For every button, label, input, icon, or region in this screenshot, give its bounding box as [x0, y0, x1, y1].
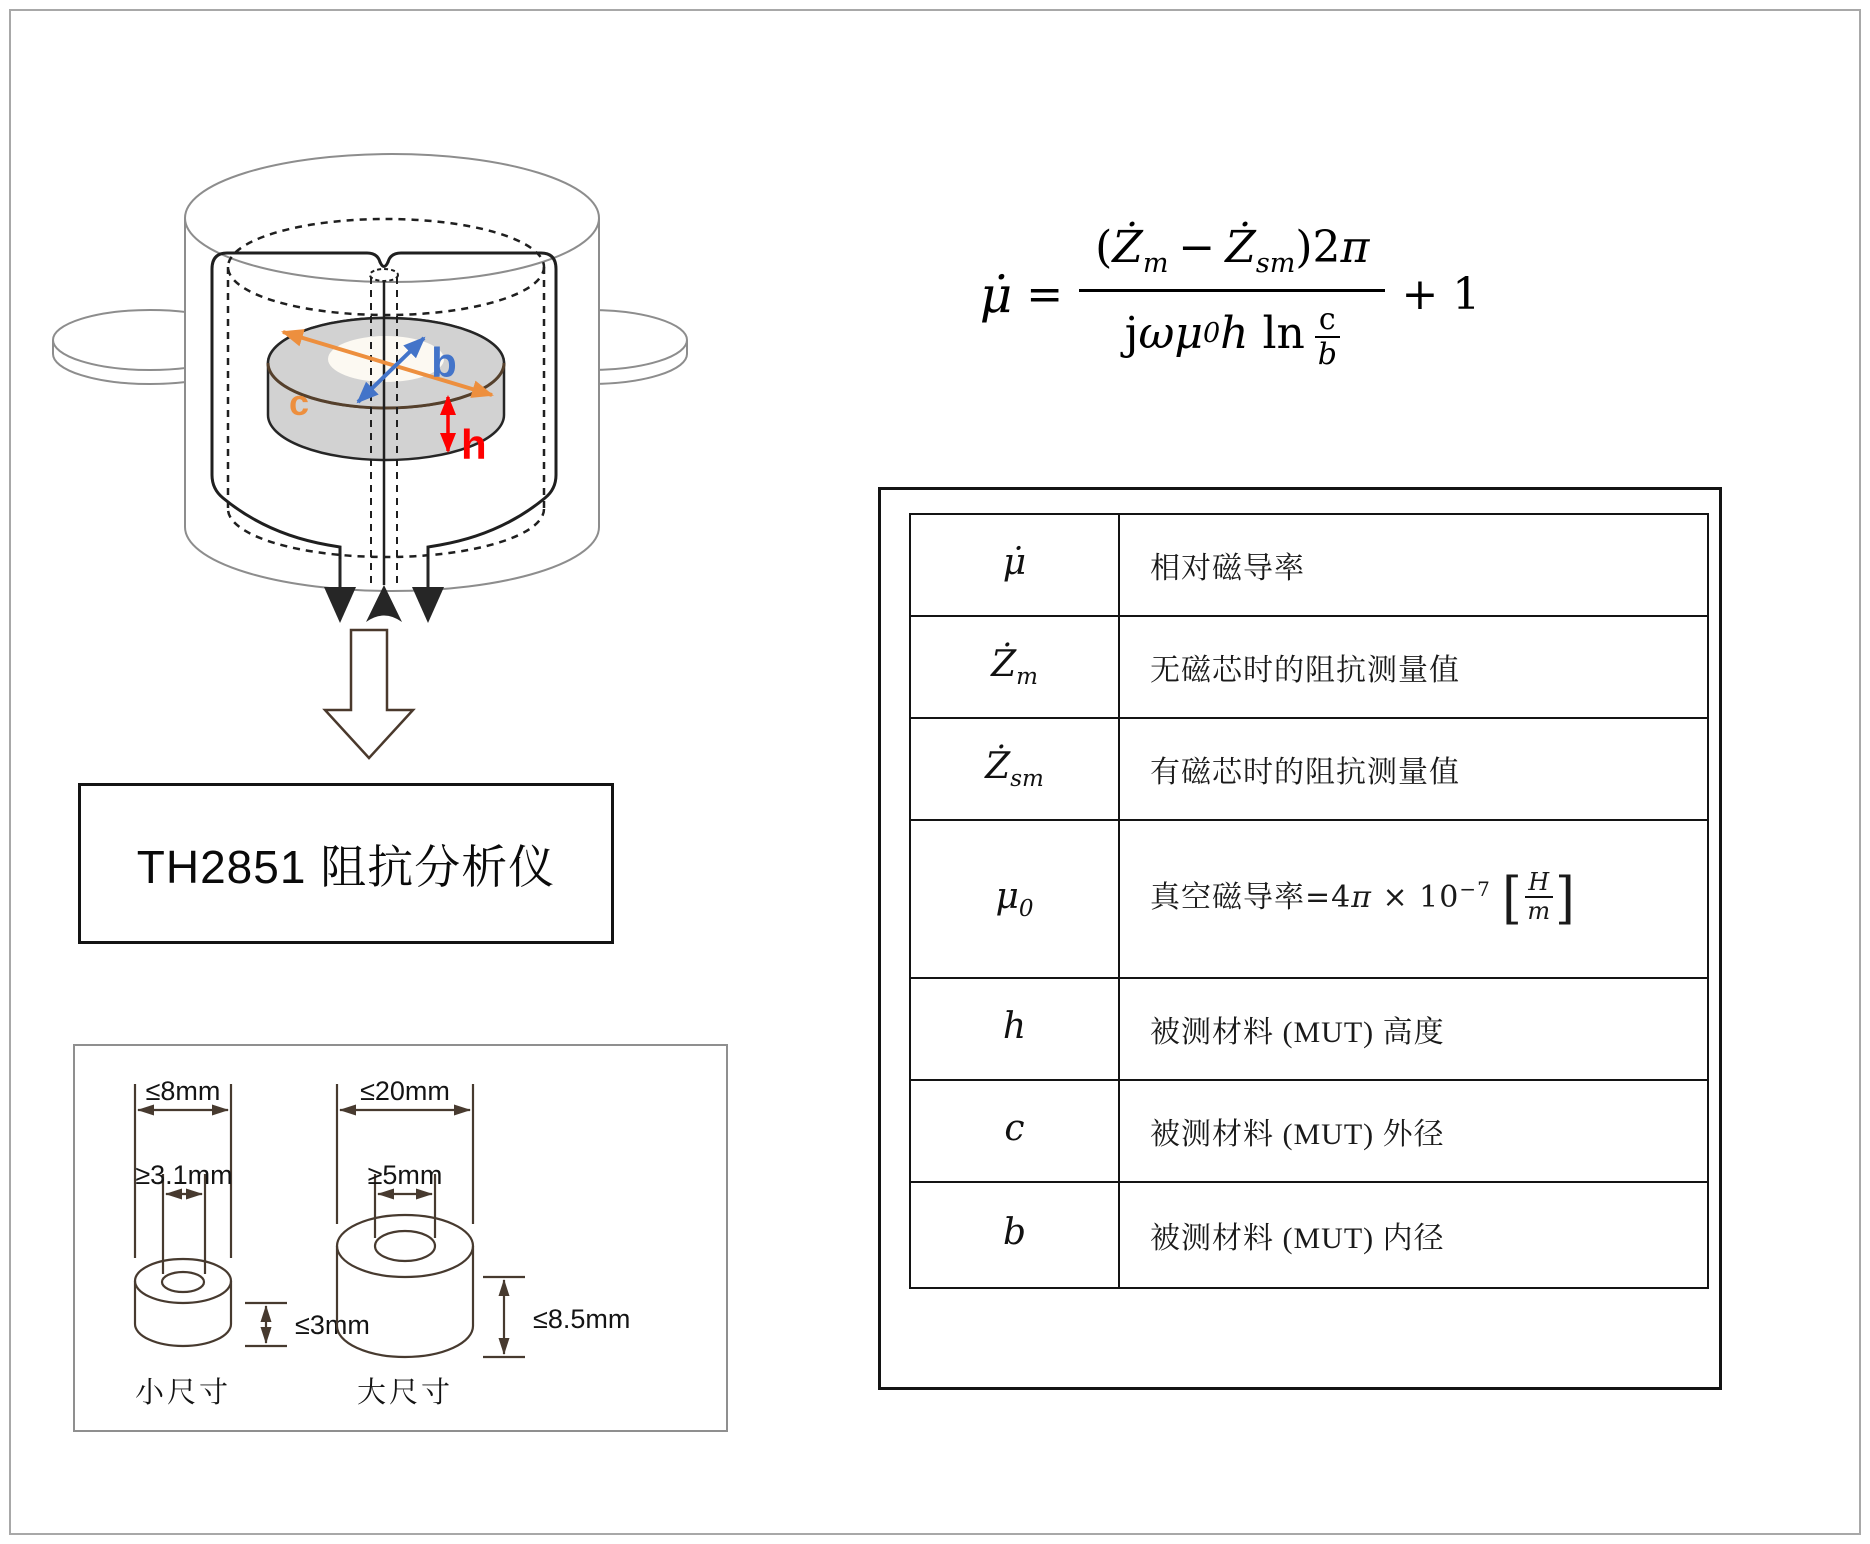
- symbol-cell: h: [910, 978, 1119, 1080]
- symbol-cell: $Ż_m$: [910, 616, 1119, 718]
- flow-arrow-icon: [325, 630, 413, 758]
- table-row: [910, 1182, 1708, 1288]
- formula-lhs: μ̇: [979, 265, 1013, 324]
- table-row: [910, 616, 1708, 718]
- test-fixture-diagram: [40, 85, 700, 775]
- symbol-table-box: [878, 487, 1722, 1390]
- description-cell: 无磁芯时的阻抗测量值: [1119, 616, 1708, 718]
- description-cell: 被测材料 (MUT) 内径: [1119, 1182, 1708, 1288]
- formula-numerator: ($Ż_m$ − $Ż_{sm})2\pi$: [1079, 222, 1385, 292]
- description-cell: 有磁芯时的阻抗测量值: [1119, 718, 1708, 820]
- small-outer-dim-label: ≤8mm: [145, 1076, 221, 1106]
- down-arrow-icon: [324, 587, 356, 623]
- description-cell: 被测材料 (MUT) 高度: [1119, 978, 1708, 1080]
- core-size-drawings: [75, 1046, 726, 1430]
- small-core-figure: [135, 1084, 287, 1346]
- permeability-formula: [880, 192, 1580, 397]
- analyzer-box: [78, 783, 614, 944]
- description-cell: 被测材料 (MUT) 外径: [1119, 1080, 1708, 1182]
- table-row: [910, 820, 1708, 978]
- table-row: [910, 978, 1708, 1080]
- symbol-cell: c: [910, 1080, 1119, 1182]
- small-height-dim-label: ≤3mm: [295, 1310, 370, 1340]
- symbol-cell: $Ż_{sm}$: [910, 718, 1119, 820]
- outer-diameter-label: c: [288, 382, 310, 423]
- c-over-b-fraction: c b: [1315, 304, 1340, 371]
- large-core-caption: 大尺寸: [356, 1377, 454, 1409]
- symbol-cell: b: [910, 1182, 1119, 1288]
- formula-fraction: [1079, 222, 1385, 373]
- h-per-m-unit: $\frac{H}{m}$: [1525, 870, 1553, 924]
- large-outer-dim-label: ≤20mm: [360, 1076, 450, 1106]
- table-row: [910, 1080, 1708, 1182]
- symbol-table: [909, 513, 1709, 1289]
- equals-sign: =: [1026, 269, 1064, 320]
- core-size-panel: [73, 1044, 728, 1432]
- description-cell: 相对磁导率: [1119, 514, 1708, 616]
- plus-one: + 1: [1401, 269, 1481, 320]
- down-arrow-icon: [412, 587, 444, 623]
- small-inner-dim-label: ≥3.1mm: [135, 1160, 233, 1190]
- table-row: [910, 718, 1708, 820]
- small-core-caption: 小尺寸: [134, 1377, 232, 1409]
- height-label: h: [461, 421, 487, 468]
- large-inner-dim-label: ≥5mm: [367, 1160, 443, 1190]
- large-height-dim-label: ≤8.5mm: [533, 1304, 631, 1334]
- symbol-cell: $\mu_0$: [910, 820, 1119, 978]
- symbol-cell: μ̇: [910, 514, 1119, 616]
- formula-denominator: j ω μ 0 h ln c b: [1125, 292, 1340, 367]
- description-cell: 真空磁导率$=4\pi \times 10^{-7}$ [ $\frac{H}{m}$ ]: [1119, 820, 1708, 978]
- analyzer-label: TH2851 阻抗分析仪: [136, 840, 556, 893]
- table-row: [910, 514, 1708, 616]
- inner-diameter-label: b: [431, 339, 457, 386]
